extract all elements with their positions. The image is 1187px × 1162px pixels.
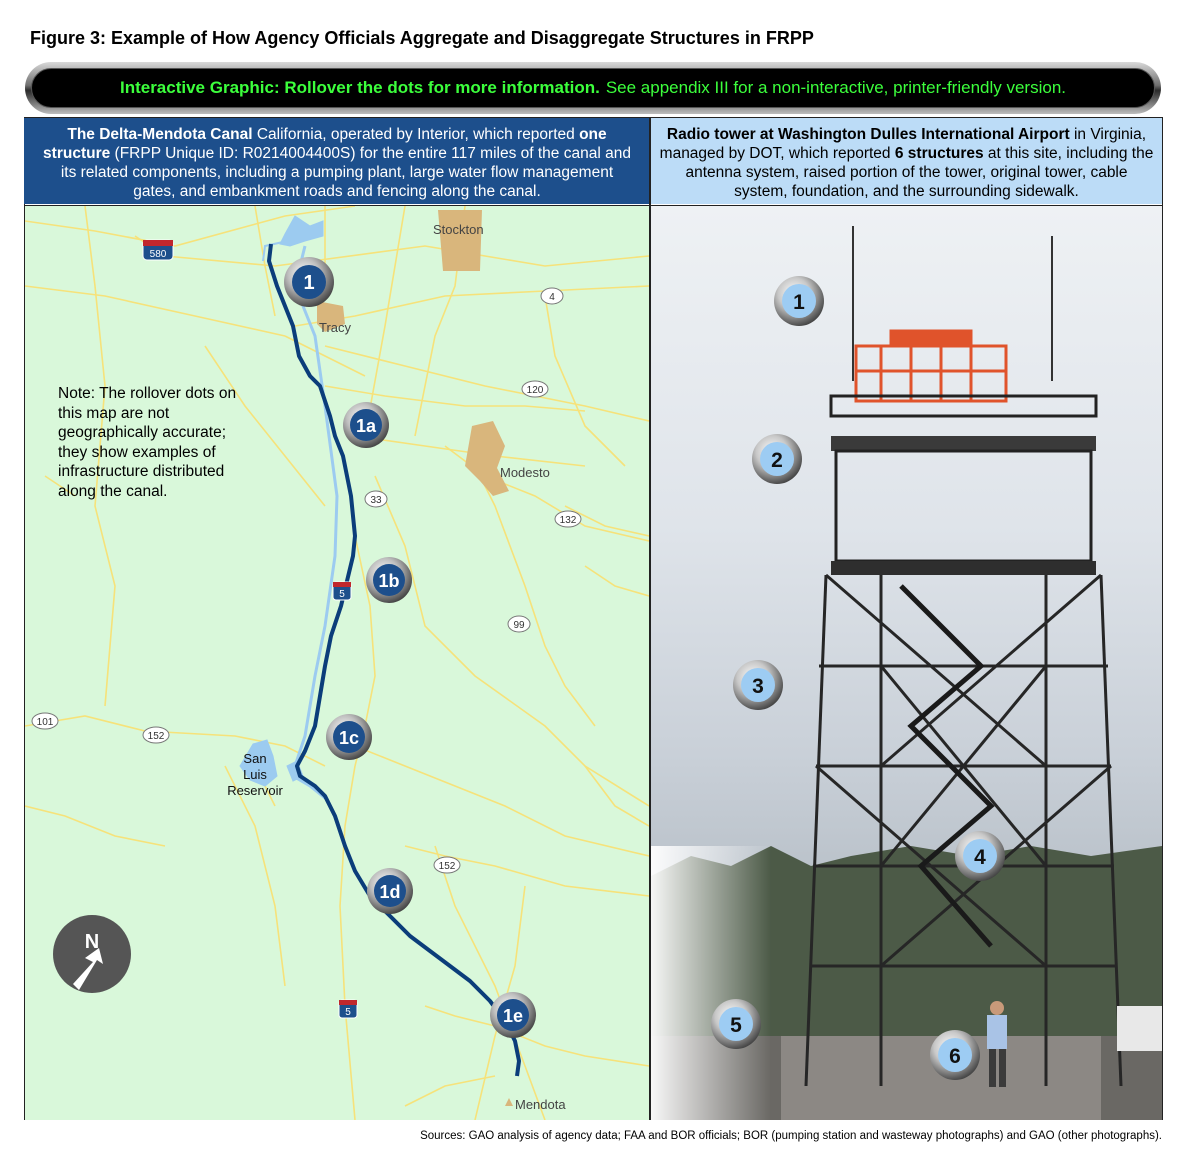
reservoir-label-line-2: Luis bbox=[243, 767, 267, 782]
canal-header-title: The Delta-Mendota Canal bbox=[67, 126, 253, 143]
map-svg bbox=[25, 206, 649, 1120]
banner-text bbox=[31, 68, 1155, 108]
photo-dot-5-label: 5 bbox=[730, 1014, 742, 1037]
canal-map bbox=[25, 205, 649, 1120]
city-label-stockton: Stockton bbox=[433, 222, 484, 237]
photo-dot-5[interactable] bbox=[711, 999, 761, 1049]
photo-dot-6[interactable] bbox=[930, 1030, 980, 1080]
lower-platform bbox=[831, 561, 1096, 575]
map-dot-1d-label: 1d bbox=[379, 882, 401, 902]
reservoir-label-line-1: San bbox=[243, 751, 267, 766]
tower-header-bold-2: 6 structures bbox=[894, 145, 984, 162]
radio-tower-photo bbox=[651, 205, 1162, 1120]
city-label-modesto: Modesto bbox=[500, 465, 550, 480]
banner-bold-text: Interactive Graphic: Rollover the dots for more information. bbox=[119, 78, 600, 97]
photo-fade bbox=[651, 846, 771, 1120]
route-132-label: 132 bbox=[559, 515, 577, 526]
north-arrow-icon bbox=[53, 915, 131, 993]
route-shield-i5-north bbox=[333, 582, 351, 600]
cabin-frame bbox=[836, 451, 1091, 561]
canal-header bbox=[24, 118, 650, 204]
route-152-east-label: 152 bbox=[438, 861, 456, 872]
map-dot-1b[interactable] bbox=[366, 557, 412, 603]
road-network bbox=[25, 206, 649, 1120]
map-dot-1-label: 1 bbox=[303, 272, 315, 294]
north-arrow-label: N bbox=[84, 931, 100, 953]
canal-header-text-2: (FRPP Unique ID: R0214004400S) for the entire 117 miles of the canal and its related components, including a pumping plant, large water flow management gates, and embankment roads and fencing along the canal. bbox=[60, 145, 631, 200]
delta-mendota-canal bbox=[269, 244, 519, 1076]
figure-title: Figure 3: Example of How Agency Officials Aggregate and Disaggregate Structures in FRPP bbox=[30, 28, 814, 48]
tower-illustration bbox=[651, 206, 1162, 1120]
route-i580-label: 580 bbox=[149, 249, 167, 260]
tower-header-text-2: at this site, including the antenna system, raised portion of the tower, original tower, cable system, foundation, and the surrounding sidewalk. bbox=[685, 145, 1154, 200]
antenna-cage bbox=[856, 331, 1006, 401]
route-shield-152-west bbox=[143, 727, 169, 743]
map-note: Note: The rollover dots on this map are not geographically accurate; they show examples of infrastructure distributed along the canal. bbox=[58, 385, 237, 500]
tower-header bbox=[651, 118, 1162, 204]
map-dot-1b-label: 1b bbox=[378, 571, 400, 591]
route-shield-4 bbox=[541, 288, 563, 304]
photo-dot-4-label: 4 bbox=[974, 846, 986, 869]
route-shield-i580 bbox=[143, 240, 173, 260]
route-i5-south-label: 5 bbox=[345, 1007, 351, 1018]
route-shield-i5-south bbox=[339, 1000, 357, 1018]
cabin-roof bbox=[831, 436, 1096, 451]
modesto-area bbox=[465, 421, 509, 496]
photo-dot-6-label: 6 bbox=[949, 1045, 961, 1068]
stockton-area bbox=[438, 210, 482, 271]
photo-dot-4[interactable] bbox=[955, 831, 1005, 881]
top-platform bbox=[831, 396, 1096, 416]
map-dot-1e[interactable] bbox=[490, 992, 536, 1038]
map-dot-1c[interactable] bbox=[326, 714, 372, 760]
route-shield-152-east bbox=[434, 857, 460, 873]
map-dot-1e-label: 1e bbox=[502, 1006, 524, 1026]
route-i5-north-label: 5 bbox=[339, 589, 345, 600]
trailer bbox=[1117, 1006, 1162, 1051]
route-shield-99 bbox=[508, 616, 530, 632]
interactive-banner bbox=[25, 62, 1161, 114]
city-label-mendota: Mendota bbox=[515, 1097, 566, 1112]
map-dot-1d[interactable] bbox=[367, 868, 413, 914]
banner-rest-text: See appendix III for a non-interactive, printer-friendly version. bbox=[605, 78, 1067, 97]
photo-dot-2[interactable] bbox=[752, 434, 802, 484]
photo-dot-1[interactable] bbox=[774, 276, 824, 326]
map-dot-1c-label: 1c bbox=[338, 728, 360, 748]
route-120-label: 120 bbox=[526, 385, 544, 396]
photo-dot-3-label: 3 bbox=[752, 675, 764, 698]
route-4-label: 4 bbox=[549, 292, 555, 303]
tower-header-text-1: in Virginia, managed by DOT, which reported bbox=[659, 126, 1147, 162]
route-shield-101 bbox=[32, 713, 58, 729]
route-99-label: 99 bbox=[513, 620, 525, 631]
reservoir-label-line-3: Reservoir bbox=[227, 783, 283, 798]
route-shield-132 bbox=[555, 511, 581, 527]
photo-dot-3[interactable] bbox=[733, 660, 783, 710]
mendota-marker bbox=[505, 1098, 513, 1106]
map-dot-1a-label: 1a bbox=[355, 416, 377, 436]
city-label-tracy: Tracy bbox=[319, 320, 352, 335]
photo-dot-2-label: 2 bbox=[771, 449, 783, 472]
route-33-label: 33 bbox=[370, 495, 382, 506]
sources-note: Sources: GAO analysis of agency data; FAA and BOR officials; BOR (pumping station and wasteway photographs) and GAO (other photographs). bbox=[420, 1130, 1162, 1142]
tower-header-title: Radio tower at Washington Dulles International Airport bbox=[666, 126, 1070, 143]
route-shield-120 bbox=[522, 381, 548, 397]
photo-dot-1-label: 1 bbox=[793, 291, 805, 314]
map-dot-1a[interactable] bbox=[343, 402, 389, 448]
map-dot-1[interactable] bbox=[284, 257, 334, 307]
canal-header-bold-2: one structure bbox=[43, 126, 607, 162]
route-152-west-label: 152 bbox=[147, 731, 165, 742]
canal-header-text-1: California, operated by Interior, which reported bbox=[252, 126, 580, 143]
route-101-label: 101 bbox=[36, 717, 54, 728]
route-shield-33 bbox=[365, 491, 387, 507]
